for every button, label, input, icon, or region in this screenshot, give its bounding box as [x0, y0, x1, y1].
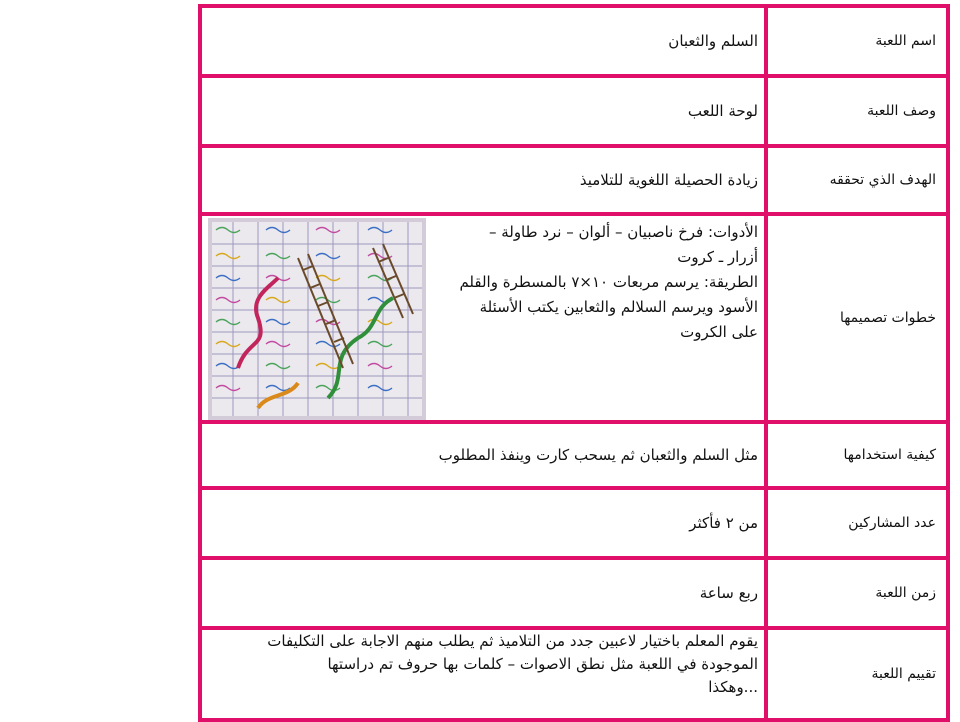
game-board-illustration	[208, 218, 426, 420]
label-game-time: زمن اللعبة	[766, 558, 948, 628]
game-info-table	[198, 4, 950, 722]
design-steps-text	[438, 218, 758, 345]
evaluation-line: يقوم المعلم باختيار لاعبين جدد من التلاميذ ثم يطلب منهم الاجابة على التكليفات	[267, 632, 758, 650]
design-steps-line: على الكروت	[680, 323, 758, 341]
table-row	[200, 6, 948, 76]
design-steps-line: الأدوات: فرخ ناصبيان – ألوان – نرد طاولة –	[488, 223, 758, 241]
table-row	[200, 628, 948, 720]
label-design-steps: خطوات تصميمها	[766, 214, 948, 422]
evaluation-line: ...وهكذا	[708, 678, 758, 696]
value-participants: من ٢ فأكثر	[200, 488, 766, 558]
table-row	[200, 76, 948, 146]
evaluation-line: الموجودة في اللعبة مثل نطق الاصوات – كلمات بها حروف تم دراستها	[327, 655, 758, 673]
value-design-steps	[200, 214, 766, 422]
table-row	[200, 214, 948, 422]
value-game-name: السلم والثعبان	[200, 6, 766, 76]
design-steps-line: الأسود ويرسم السلالم والثعابين يكتب الأسئلة	[479, 298, 758, 316]
label-game-description: وصف اللعبة	[766, 76, 948, 146]
table-row	[200, 146, 948, 214]
value-game-time: ربع ساعة	[200, 558, 766, 628]
value-how-to-use: مثل السلم والثعبان ثم يسحب كارت وينفذ المطلوب	[200, 422, 766, 488]
game-board-photo	[208, 218, 426, 420]
label-game-name: اسم اللعبة	[766, 6, 948, 76]
table-row	[200, 488, 948, 558]
value-game-description: لوحة اللعب	[200, 76, 766, 146]
design-steps-line: أزرار ـ كروت	[677, 248, 758, 266]
label-participants: عدد المشاركين	[766, 488, 948, 558]
label-game-evaluation: تقييم اللعبة	[766, 628, 948, 720]
design-steps-line: الطريقة: يرسم مربعات ١٠×٧ بالمسطرة والقلم	[459, 273, 758, 291]
label-game-goal: الهدف الذي تحققه	[766, 146, 948, 214]
table-row	[200, 422, 948, 488]
value-game-goal: زيادة الحصيلة اللغوية للتلاميذ	[200, 146, 766, 214]
value-game-evaluation	[200, 628, 766, 720]
design-steps-content	[208, 218, 758, 420]
label-how-to-use: كيفية استخدامها	[766, 422, 948, 488]
table-row	[200, 558, 948, 628]
